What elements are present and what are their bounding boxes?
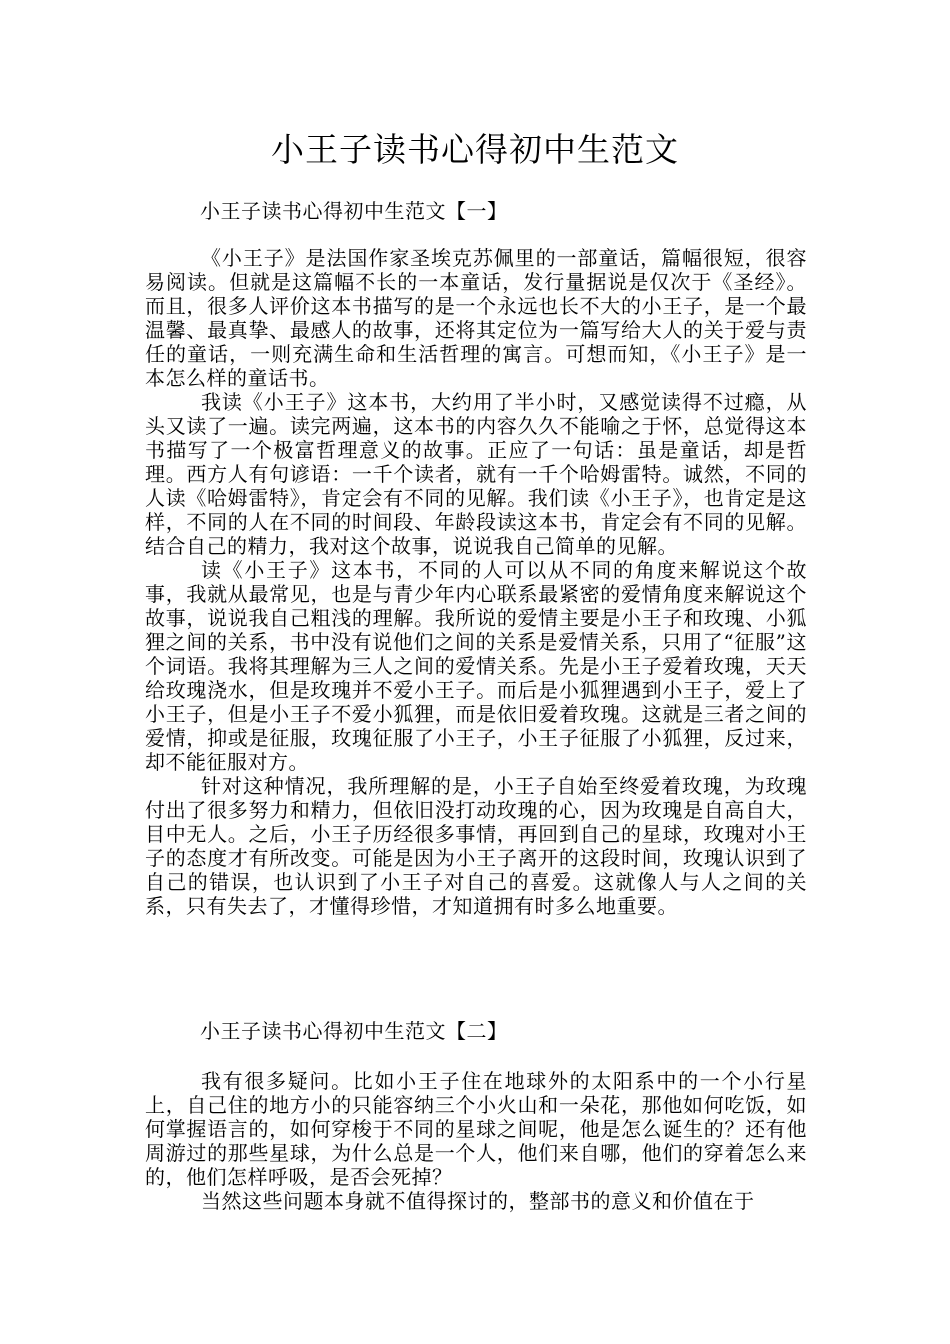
section-heading-2: 小王子读书心得初中生范文【二】 bbox=[200, 1019, 508, 1043]
paragraph: 针对这种情况，我所理解的是，小王子自始至终爱着玫瑰，为玫瑰付出了很多努力和精力，但依旧没打动玫瑰的心，因为玫瑰是自高自大，目中无人。之后，小王子历经很多事情，再回到自己的星球，玫瑰对小王子的态度才有所改变。可能是因为小王子离开的这段时间，玫瑰认识到了自己的错误，也认识到了小王子对自己的喜爱。这就像人与人之间的关系，只有失去了，才懂得珍惜，才知道拥有时多么地重要。 bbox=[145, 774, 807, 918]
paragraph: 我有很多疑问。比如小王子住在地球外的太阳系中的一个小行星上，自己住的地方小的只能容纳三个小火山和一朵花，那他如何吃饭，如何掌握语言的，如何穿梭于不同的星球之间呢，他是怎么诞生的？还有他周游过的那些星球，为什么总是一个人，他们来自哪，他们的穿着怎么来的，他们怎样呼吸，是否会死掉？ bbox=[145, 1069, 807, 1189]
section-1-body bbox=[145, 246, 807, 918]
document-title: 小王子读书心得初中生范文 bbox=[271, 130, 679, 169]
paragraph: 读《小王子》这本书，不同的人可以从不同的角度来解说这个故事，我就从最常见，也是与青少年内心联系最紧密的爱情角度来解说这个故事，说说我自己粗浅的理解。我所说的爱情主要是小王子和玫瑰、小狐狸之间的关系，书中没有说他们之间的关系是爱情关系，只用了“征服”这个词语。我将其理解为三人之间的爱情关系。先是小王子爱着玫瑰，天天给玫瑰浇水，但是玫瑰并不爱小王子。而后是小狐狸遇到小王子，爱上了小王子，但是小王子不爱小狐狸，而是依旧爱着玫瑰。这就是三者之间的爱情，抑或是征服，玫瑰征服了小王子，小王子征服了小狐狸，反过来，却不能征服对方。 bbox=[145, 558, 807, 774]
section-2-body bbox=[145, 1069, 807, 1213]
paragraph: 当然这些问题本身就不值得探讨的，整部书的意义和价值在于 bbox=[201, 1189, 755, 1213]
paragraph: 《小王子》是法国作家圣埃克苏佩里的一部童话，篇幅很短，很容易阅读。但就是这篇幅不长的一本童话，发行量据说是仅次于《圣经》。而且，很多人评价这本书描写的是一个永远也长不大的小王子，是一个最温馨、最真挚、最感人的故事，还将其定位为一篇写给大人的关于爱与责任的童话，一则充满生命和生活哲理的寓言。可想而知，《小王子》是一本怎么样的童话书。 bbox=[145, 246, 807, 390]
paragraph: 我读《小王子》这本书，大约用了半小时，又感觉读得不过瘾，从头又读了一遍。读完两遍，这本书的内容久久不能喻之于怀，总觉得这本书描写了一个极富哲理意义的故事。正应了一句话：虽是童话，却是哲理。西方人有句谚语：一千个读者，就有一千个哈姆雷特。诚然，不同的人读《哈姆雷特》，肯定会有不同的见解。我们读《小王子》，也肯定是这样，不同的人在不同的时间段、年龄段读这本书，肯定会有不同的见解。结合自己的精力，我对这个故事，说说我自己简单的见解。 bbox=[145, 390, 807, 558]
section-heading-1: 小王子读书心得初中生范文【一】 bbox=[200, 199, 508, 223]
